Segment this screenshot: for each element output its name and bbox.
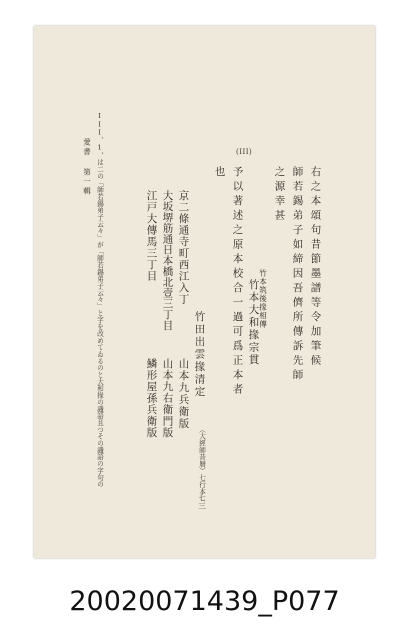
main-text-column-6: 予以著述之原本校合一過可爲正本者 bbox=[231, 166, 244, 398]
editor-name: 竹田出雲掾清定 bbox=[193, 311, 206, 399]
document-page bbox=[34, 26, 375, 558]
archive-caption: 20020071439_P077 bbox=[69, 586, 340, 617]
main-text-column-3: 之源幸甚 bbox=[273, 166, 286, 224]
transmission-note: 竹本筑後掾相傳 bbox=[258, 269, 268, 329]
publisher-name-3: 鱗形屋孫兵衛版 bbox=[145, 358, 158, 439]
publisher-name-2: 山本九右衛門版 bbox=[161, 358, 174, 439]
publisher-address-1: 京二條通寺町西江入丁 bbox=[177, 190, 190, 305]
publisher-address-2: 大坂堺筋通日本橋北壹三丁目 bbox=[161, 190, 174, 331]
signature-line: 竹本大和掾宗貫 bbox=[247, 279, 260, 367]
page-number: 七三 bbox=[197, 494, 207, 510]
running-header: 愛書 第一輯 bbox=[82, 138, 92, 197]
main-text-column-1: 右之本頌句昔節墨譜等令加筆候 bbox=[309, 166, 322, 369]
commentary-note: III、1、は⼆の「師若錫弟子云々」が「師若錫弟子云々」と字を改めてゐるのと大和掾の識語且つその識語の字句の bbox=[95, 112, 104, 488]
page-marker: (III) bbox=[236, 148, 253, 156]
publisher-name-1: 山本九兵衛版 bbox=[177, 358, 190, 430]
main-text-column-7: 也 bbox=[213, 166, 226, 181]
publisher-address-3: 江戸大傳馬三丁目 bbox=[145, 190, 158, 282]
main-text-column-2: 師若錫弟子如締因吾儕所傳訴先師 bbox=[291, 166, 304, 384]
source-note: （大經師昔暦）七行本 bbox=[197, 426, 206, 495]
